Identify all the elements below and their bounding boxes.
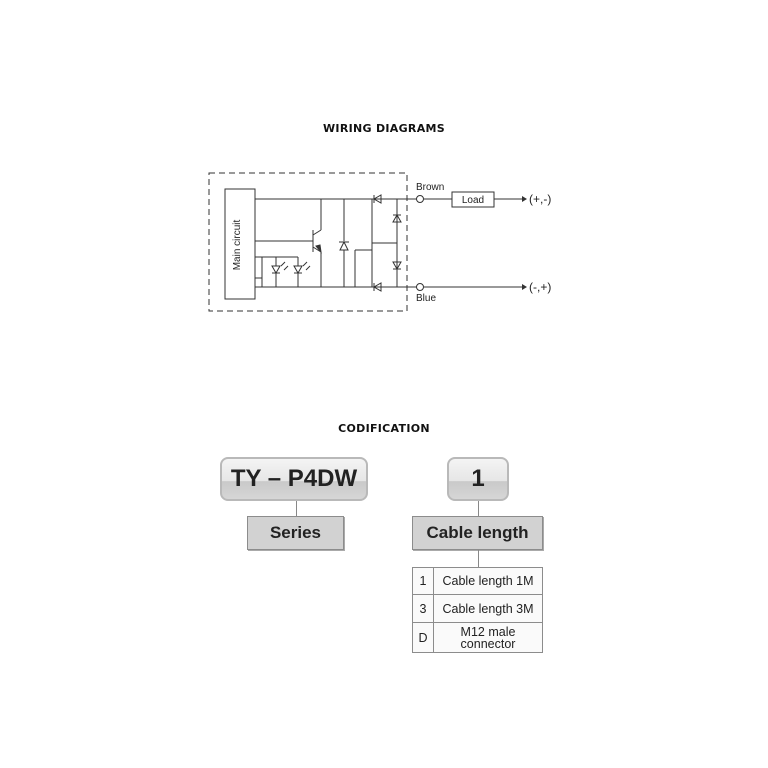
transistor-symbol [255, 199, 321, 287]
option-description: Cable length 3M [434, 595, 543, 623]
options-connector-line [478, 550, 479, 567]
cable-code-box: 1 [447, 457, 509, 501]
codification-title: CODIFICATION [338, 422, 430, 435]
option-code: D [413, 623, 434, 653]
zener-diode-symbol [339, 199, 349, 287]
cable-connector-line [478, 501, 479, 516]
terminal-top-label: (+,-) [529, 192, 552, 206]
load-label: Load [461, 195, 485, 206]
cable-options-table [412, 567, 543, 653]
cable-label-box: Cable length [412, 516, 543, 550]
blue-terminal [417, 284, 424, 291]
series-code-box: TY – P4DW [220, 457, 368, 501]
brown-wire-label: Brown [416, 182, 445, 193]
led-indicators [255, 257, 310, 287]
table-row [413, 568, 543, 595]
table-row [413, 623, 543, 653]
option-description: Cable length 1M [434, 568, 543, 595]
option-code: 3 [413, 595, 434, 623]
terminal-bottom-label: (-,+) [529, 280, 552, 294]
brown-terminal [417, 196, 424, 203]
series-label-box: Series [247, 516, 344, 550]
blue-wire-label: Blue [416, 293, 437, 304]
main-circuit-label: Main circuit [232, 219, 243, 271]
table-row [413, 595, 543, 623]
option-code: 1 [413, 568, 434, 595]
series-connector-line [296, 501, 297, 516]
wiring-diagrams-title: WIRING DIAGRAMS [323, 122, 445, 135]
option-description: M12 male connector [434, 623, 543, 653]
diode-bridge [372, 195, 401, 291]
